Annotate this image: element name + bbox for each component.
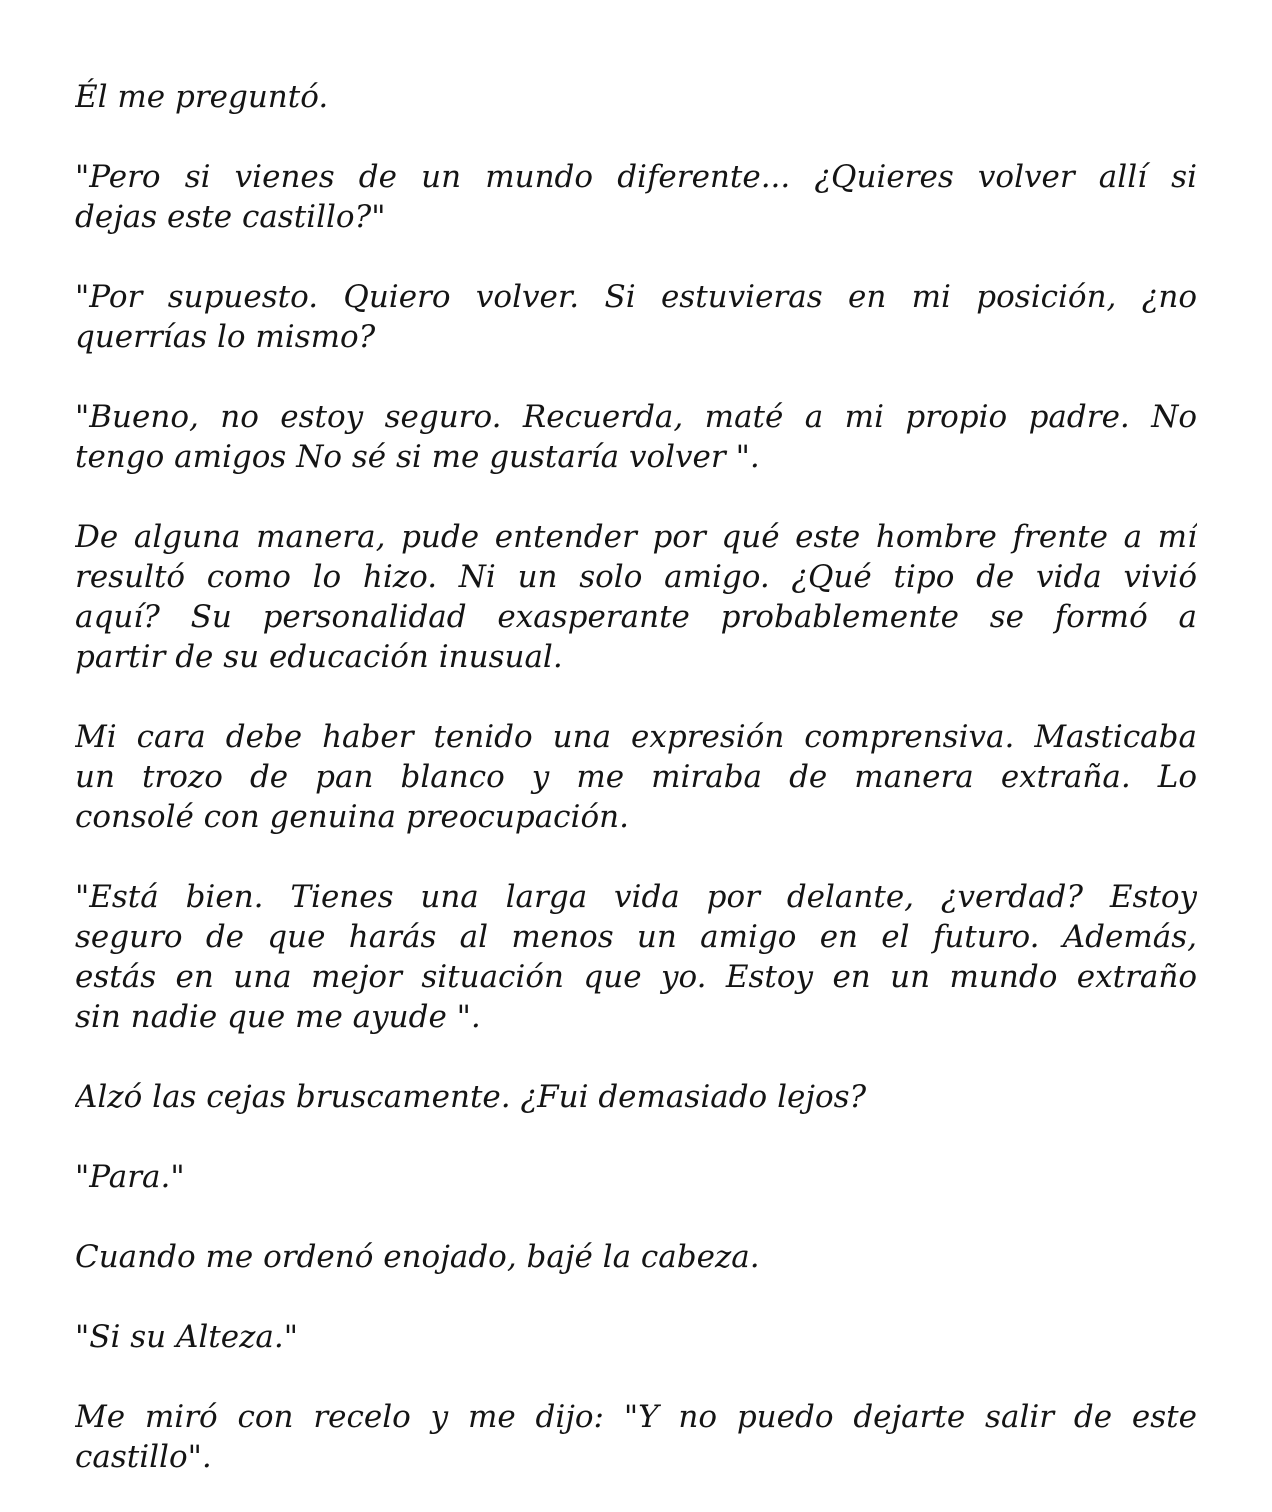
paragraph [75,1157,1197,1197]
text-line: querrías lo mismo? [75,319,376,355]
text-line: Cuando me ordenó enojado, bajé la cabeza. [75,1239,760,1275]
paragraph [75,717,1197,837]
paragraph [75,1077,1197,1117]
text-line: "Para." [75,1159,185,1195]
paragraph [75,277,1197,357]
text-line: aquí? Su personalidad exasperante probablemente se formó a [75,599,1197,635]
text-line: estás en una mejor situación que yo. Estoy en un mundo extraño [75,959,1197,995]
text-line: seguro de que harás al menos un amigo en el futuro. Además, [75,919,1197,955]
text-line: Alzó las cejas bruscamente. ¿Fui demasiado lejos? [75,1079,867,1115]
text-line: un trozo de pan blanco y me miraba de manera extraña. Lo [75,759,1197,795]
text-line: dejas este castillo?" [75,199,386,235]
paragraph [75,1237,1197,1277]
text-line: partir de su educación inusual. [75,639,563,675]
paragraph [75,157,1197,237]
text-line: "Bueno, no estoy seguro. Recuerda, maté a mi propio padre. No [75,399,1197,435]
text-line: De alguna manera, pude entender por qué este hombre frente a mí [75,519,1197,555]
text-line: resultó como lo hizo. Ni un solo amigo. ¿Qué tipo de vida vivió [75,559,1197,595]
text-line: Mi cara debe haber tenido una expresión comprensiva. Masticaba [75,719,1197,755]
paragraph [75,877,1197,1037]
text-line: castillo". [75,1439,212,1475]
text-line: Me miró con recelo y me dijo: "Y no puedo dejarte salir de este [75,1399,1197,1435]
paragraph [75,397,1197,477]
text-line: "Si su Alteza." [75,1319,299,1355]
text-line: sin nadie que me ayude ". [75,999,481,1035]
text-line: consolé con genuina preocupación. [75,799,629,835]
paragraph [75,77,1197,117]
text-line: "Por supuesto. Quiero volver. Si estuvieras en mi posición, ¿no [75,279,1197,315]
text-line: "Pero si vienes de un mundo diferente... ¿Quieres volver allí si [75,159,1197,195]
text-line: "Está bien. Tienes una larga vida por delante, ¿verdad? Estoy [75,879,1197,915]
paragraph [75,1397,1197,1477]
paragraph [75,517,1197,677]
paragraph [75,1317,1197,1357]
text-line: tengo amigos No sé si me gustaría volver ". [75,439,760,475]
text-line: Él me preguntó. [75,79,329,115]
